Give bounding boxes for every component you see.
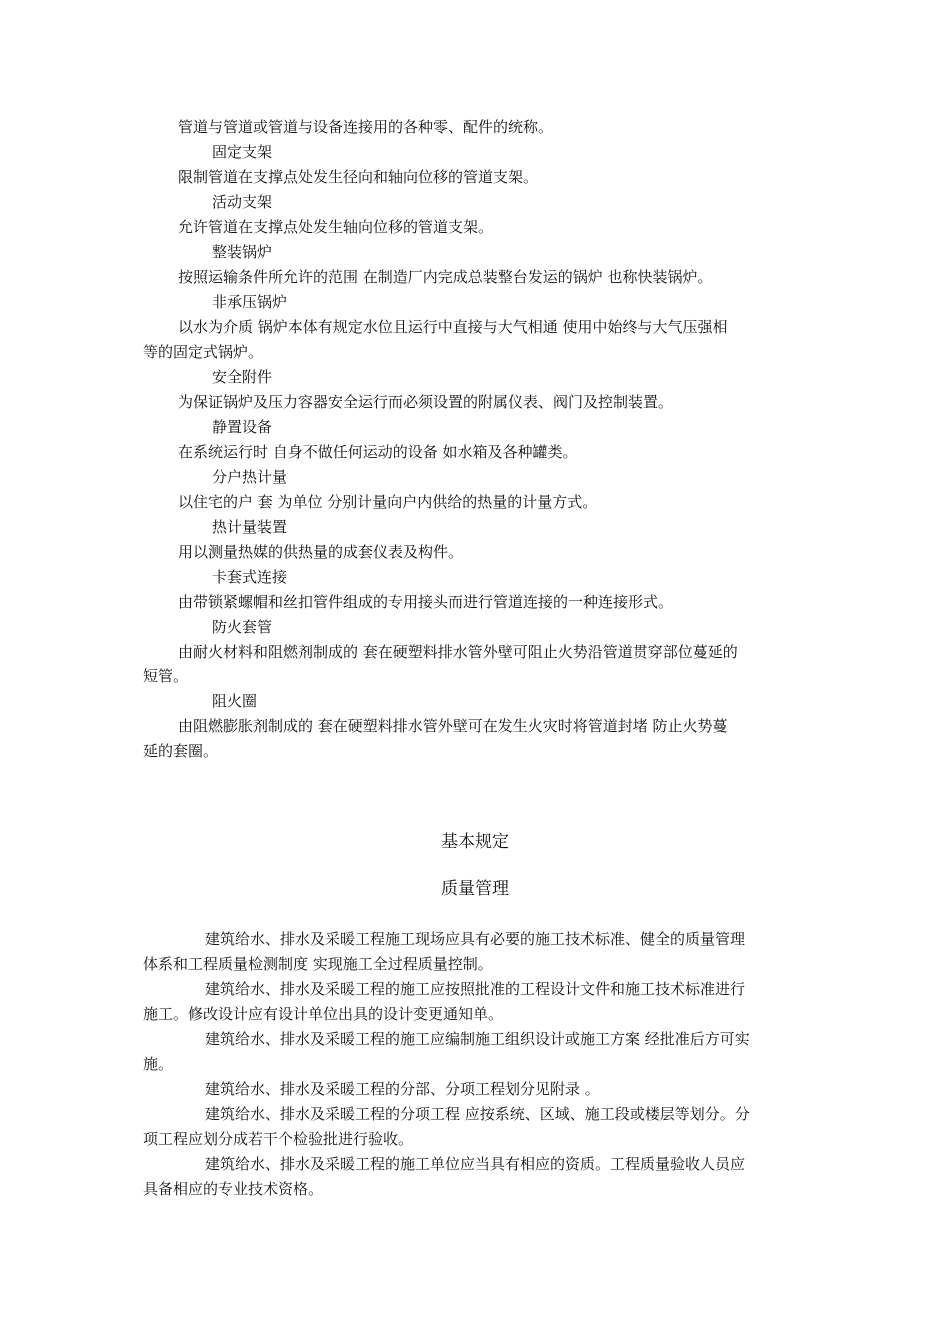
paragraph-line: 建筑给水、排水及采暖工程的施工应编制施工组织设计或施工方案 经批准后方可实 — [205, 1030, 750, 1048]
term-heading: 防火套管 — [212, 618, 273, 636]
definition-line: 以水为介质 锅炉本体有规定水位且运行中直接与大气相通 使用中始终与大气压强相 — [178, 318, 728, 336]
definition-line: 以住宅的户 套 为单位 分别计量向户内供给的热量的计量方式。 — [178, 493, 598, 511]
paragraph-line: 建筑给水、排水及采暖工程施工现场应具有必要的施工技术标准、健全的质量管理 — [205, 930, 746, 948]
paragraph-line: 施。 — [143, 1055, 174, 1073]
definition-line: 为保证锅炉及压力容器安全运行而必须设置的附属仪表、阀门及控制装置。 — [178, 393, 674, 411]
definition-line: 按照运输条件所允许的范围 在制造厂内完成总装整台发运的锅炉 也称快装锅炉。 — [178, 268, 713, 286]
definition-line: 延的套圈。 — [143, 742, 219, 760]
definition-line: 限制管道在支撑点处发生径向和轴向位移的管道支架。 — [178, 168, 539, 186]
term-heading: 卡套式连接 — [212, 568, 288, 586]
paragraph-line: 建筑给水、排水及采暖工程的分项工程 应按系统、区域、施工段或楼层等划分。分 — [205, 1105, 750, 1123]
definition-line: 等的固定式锅炉。 — [143, 343, 264, 361]
subsection-title: 质量管理 — [441, 879, 509, 899]
term-heading: 整装锅炉 — [212, 243, 273, 261]
definition-line: 由阻燃膨胀剂制成的 套在硬塑料排水管外壁可在发生火灾时将管道封堵 防止火势蔓 — [178, 717, 728, 735]
term-heading: 非承压锅炉 — [212, 293, 288, 311]
term-heading: 安全附件 — [212, 368, 273, 386]
paragraph-line: 具备相应的专业技术资格。 — [143, 1180, 324, 1198]
paragraph-line: 项工程应划分成若干个检验批进行验收。 — [143, 1130, 414, 1148]
definition-line: 由带锁紧螺帽和丝扣管件组成的专用接头而进行管道连接的一种连接形式。 — [178, 593, 674, 611]
definition-line: 由耐火材料和阻燃剂制成的 套在硬塑料排水管外壁可阻止火势沿管道贯穿部位蔓延的 — [178, 643, 738, 661]
term-heading: 阻火圈 — [212, 692, 258, 710]
definition-line: 管道与管道或管道与设备连接用的各种零、配件的统称。 — [178, 118, 554, 136]
paragraph-line: 施工。修改设计应有设计单位出具的设计变更通知单。 — [143, 1005, 504, 1023]
paragraph-line: 体系和工程质量检测制度 实现施工全过程质量控制。 — [143, 955, 493, 973]
section-title: 基本规定 — [441, 832, 509, 852]
definition-line: 允许管道在支撑点处发生轴向位移的管道支架。 — [178, 218, 494, 236]
term-heading: 静置设备 — [212, 418, 273, 436]
definition-line: 短管。 — [143, 667, 189, 685]
term-heading: 热计量装置 — [212, 518, 288, 536]
term-heading: 分户热计量 — [212, 468, 288, 486]
definition-line: 用以测量热媒的供热量的成套仪表及构件。 — [178, 543, 464, 561]
term-heading: 活动支架 — [212, 193, 273, 211]
definition-line: 在系统运行时 自身不做任何运动的设备 如水箱及各种罐类。 — [178, 443, 578, 461]
paragraph-line: 建筑给水、排水及采暖工程的施工应按照批准的工程设计文件和施工技术标准进行 — [205, 980, 746, 998]
paragraph-line: 建筑给水、排水及采暖工程的分部、分项工程划分见附录 。 — [205, 1080, 600, 1098]
paragraph-line: 建筑给水、排水及采暖工程的施工单位应当具有相应的资质。工程质量验收人员应 — [205, 1155, 746, 1173]
term-heading: 固定支架 — [212, 143, 273, 161]
